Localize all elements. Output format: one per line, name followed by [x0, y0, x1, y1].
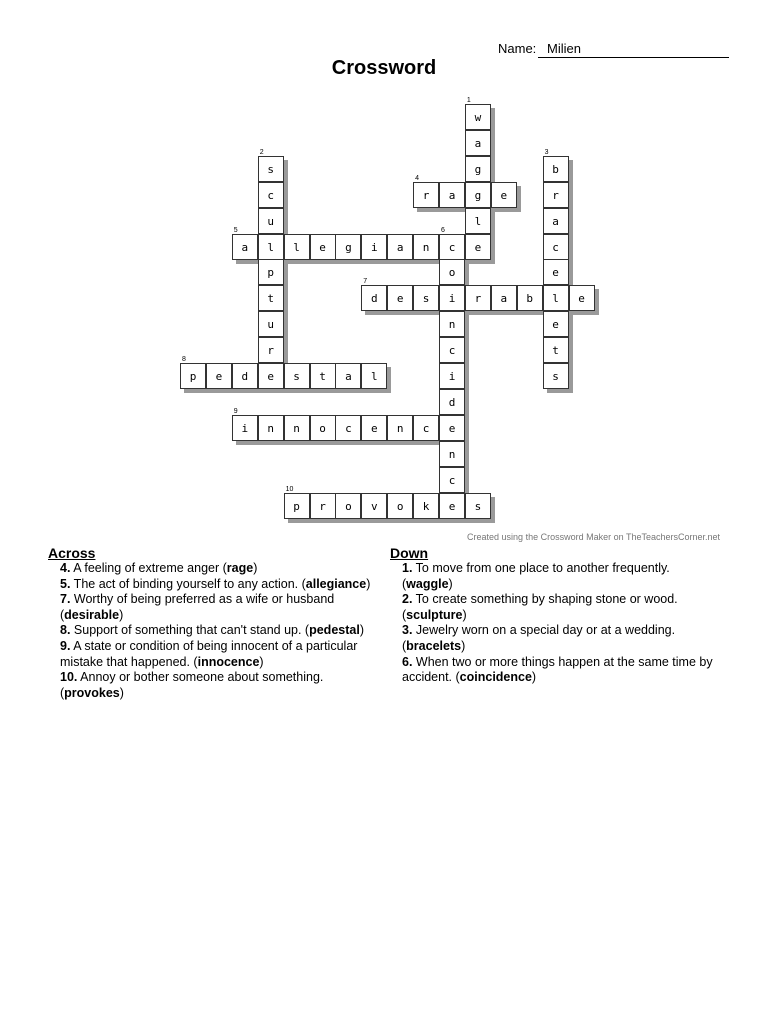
clue-number-label: 2 — [259, 148, 264, 156]
clue-number: 2. — [402, 592, 413, 607]
grid-cell[interactable]: l — [465, 208, 491, 234]
grid-cell[interactable]: r — [310, 493, 336, 519]
grid-cell[interactable]: c — [335, 415, 361, 441]
down-heading: Down — [390, 545, 429, 561]
clue-item: 7. Worthy of being preferred as a wife or husband (desirable) — [60, 592, 335, 622]
clue-number-label: 1 — [466, 97, 471, 104]
grid-cell[interactable]: k — [413, 493, 439, 519]
grid-cell[interactable]: a 5 — [232, 234, 258, 260]
grid-cell[interactable]: d — [439, 389, 465, 415]
grid-cell[interactable]: i 9 — [232, 415, 258, 441]
clue-text: Worthy of being preferred as a wife or husband ( — [60, 592, 335, 622]
across-clues — [48, 545, 383, 701]
clue-item: 9. A state or condition of being innocent of a particular mistake that happened. (innocence) — [60, 638, 358, 669]
grid-cell[interactable]: g — [465, 156, 491, 182]
clue-item: 1. To move from one place to another frequently. (waggle) — [402, 561, 670, 591]
grid-cell[interactable]: l — [543, 285, 569, 311]
grid-cell[interactable]: e — [543, 259, 569, 285]
grid-cell[interactable]: r 4 — [413, 182, 439, 208]
clue-item: 8. Support of something that can't stand up. (pedestal) — [60, 623, 364, 638]
clue-answer: sculpture — [406, 607, 463, 622]
grid-cell[interactable]: n — [439, 441, 465, 467]
grid-cell[interactable]: n — [413, 234, 439, 260]
clue-text: Support of something that can't stand up. ( — [70, 623, 310, 638]
grid-cell[interactable]: a — [335, 363, 361, 389]
clue-number: 1. — [402, 561, 413, 575]
clue-item: 5. The act of binding yourself to any action. (allegiance) — [60, 576, 371, 591]
clue-number-label: 5 — [233, 226, 238, 234]
grid-cell[interactable]: c — [439, 337, 465, 363]
grid-cell[interactable]: r — [465, 285, 491, 311]
grid-cell[interactable]: i — [439, 363, 465, 389]
grid-cell[interactable]: g — [465, 182, 491, 208]
grid-cell[interactable]: c — [258, 182, 284, 208]
grid-cell[interactable]: l — [258, 234, 284, 260]
page-title: Crossword — [331, 57, 437, 79]
grid-cell[interactable]: a — [465, 130, 491, 156]
grid-cell[interactable]: e — [439, 493, 465, 519]
grid-cell[interactable]: e — [361, 415, 387, 441]
grid-cell[interactable]: n — [258, 415, 284, 441]
grid-cell[interactable]: b 3 — [543, 156, 569, 182]
grid-cell[interactable]: t — [310, 363, 336, 389]
grid-cell[interactable]: e — [491, 182, 517, 208]
grid-cell[interactable]: c — [543, 234, 569, 260]
clue-item: 10. Annoy or bother someone about something. (provokes) — [60, 670, 324, 700]
grid-cell[interactable]: t — [543, 337, 569, 363]
clue-answer: desirable — [64, 607, 120, 622]
grid-cell[interactable]: e — [465, 234, 491, 260]
clue-number: 10. — [60, 670, 78, 685]
clue-number: 7. — [60, 592, 71, 607]
clue-text: To move from one place to another frequently. ( — [402, 561, 670, 591]
credit-line: Created using the Crossword Maker on TheTeachersCorner.net — [467, 532, 720, 542]
grid-cell[interactable]: d 7 — [361, 285, 387, 311]
grid-cell[interactable]: e — [310, 234, 336, 260]
clue-number: 3. — [402, 623, 413, 638]
clue-number: 8. — [60, 623, 71, 638]
grid-cell[interactable]: e — [569, 285, 595, 311]
clue-answer: allegiance — [305, 576, 367, 591]
clue-text: A state or condition of being innocent of a particular mistake that happened. ( — [60, 638, 358, 669]
grid-cell[interactable]: l — [284, 234, 310, 260]
grid-cell[interactable]: c — [413, 415, 439, 441]
clue-text: The act of binding yourself to any action. ( — [70, 576, 306, 591]
grid-cell[interactable]: s — [413, 285, 439, 311]
clue-number: 4. — [60, 561, 71, 575]
grid-cell[interactable]: r — [258, 337, 284, 363]
grid-cell[interactable]: i — [439, 285, 465, 311]
across-heading: Across — [48, 545, 96, 561]
grid-cell[interactable]: e — [258, 363, 284, 389]
clue-answer: pedestal — [309, 623, 360, 638]
name-label: Name: — [498, 41, 537, 56]
grid-cell[interactable]: o — [335, 493, 361, 519]
clue-number-label: 4 — [415, 174, 419, 182]
grid-cell[interactable]: s — [465, 493, 491, 519]
grid-cell[interactable]: s 2 — [258, 156, 284, 182]
grid-cell[interactable]: i — [361, 234, 387, 260]
grid-cell[interactable]: t — [258, 285, 284, 311]
clue-number-label: 7 — [363, 278, 368, 286]
clue-text: Annoy or bother someone about something. ( — [60, 670, 324, 700]
clue-item: 3. Jewelry worn on a special day or at a wedding. (bracelets) — [402, 623, 676, 653]
clue-text: A feeling of extreme anger ( — [70, 561, 227, 575]
grid-cell[interactable]: e — [439, 415, 465, 441]
clue-answer: innocence — [197, 654, 260, 669]
clue-text: Jewelry worn on a special day or at a wedding. ( — [402, 623, 676, 653]
grid-cell[interactable]: p — [258, 259, 284, 285]
clue-number-label: 8 — [182, 356, 186, 363]
clue-item: 4. A feeling of extreme anger (rage) — [60, 561, 258, 575]
name-value[interactable]: Milien — [538, 41, 729, 58]
clue-answer: rage — [226, 561, 254, 575]
grid-cell[interactable]: l — [361, 363, 387, 389]
grid-cell[interactable]: r — [543, 182, 569, 208]
grid-cell[interactable]: o — [439, 259, 465, 285]
clue-answer: provokes — [64, 685, 120, 700]
clue-number-label: 10 — [285, 485, 294, 493]
grid-cell[interactable]: n — [284, 415, 310, 441]
grid-cell[interactable]: g — [335, 234, 361, 260]
grid-cell[interactable]: p 8 — [180, 363, 206, 389]
grid-cell[interactable]: s — [543, 363, 569, 389]
grid-cell[interactable]: a — [491, 285, 517, 311]
grid-cell[interactable]: b — [517, 285, 543, 311]
clue-number: 5. — [60, 576, 71, 591]
clue-item: 6. When two or more things happen at the same time by accident. (coincidence) — [402, 654, 713, 685]
clue-number-label: 3 — [544, 148, 549, 156]
down-clues — [390, 545, 720, 686]
grid-cell[interactable]: e — [543, 311, 569, 337]
grid-cell[interactable]: s — [284, 363, 310, 389]
grid-cell[interactable]: n — [439, 311, 465, 337]
grid-cell[interactable]: c — [439, 467, 465, 493]
grid-cell[interactable]: e — [387, 285, 413, 311]
grid-cell[interactable]: a — [543, 208, 569, 234]
grid-cell[interactable]: d — [232, 363, 258, 389]
grid-cell[interactable]: n — [387, 415, 413, 441]
grid-cell[interactable]: u — [258, 311, 284, 337]
clue-number-label: 9 — [233, 407, 238, 415]
clue-answer: bracelets — [406, 638, 462, 653]
clue-text: When two or more things happen at the same time by accident. ( — [402, 654, 713, 685]
clue-item: 2. To create something by shaping stone or wood. (sculpture) — [402, 592, 678, 622]
grid-cell[interactable]: e — [206, 363, 232, 389]
grid-cell[interactable]: a — [387, 234, 413, 260]
grid-cell[interactable]: p 10 — [284, 493, 310, 519]
clue-number: 9. — [60, 638, 71, 653]
grid-cell[interactable]: v — [361, 493, 387, 519]
clue-answer: coincidence — [459, 670, 532, 685]
grid-cell[interactable]: w 1 — [465, 104, 491, 130]
grid-cell[interactable]: c 6 — [439, 234, 465, 260]
grid-cell[interactable]: o — [310, 415, 336, 441]
grid-cell[interactable]: o — [387, 493, 413, 519]
clue-number-label: 6 — [441, 226, 445, 234]
clue-number: 6. — [402, 654, 413, 669]
grid-cell[interactable]: u — [258, 208, 284, 234]
grid-cell[interactable]: a — [439, 182, 465, 208]
clue-text: To create something by shaping stone or wood. ( — [402, 592, 678, 622]
clue-answer: waggle — [406, 576, 449, 591]
